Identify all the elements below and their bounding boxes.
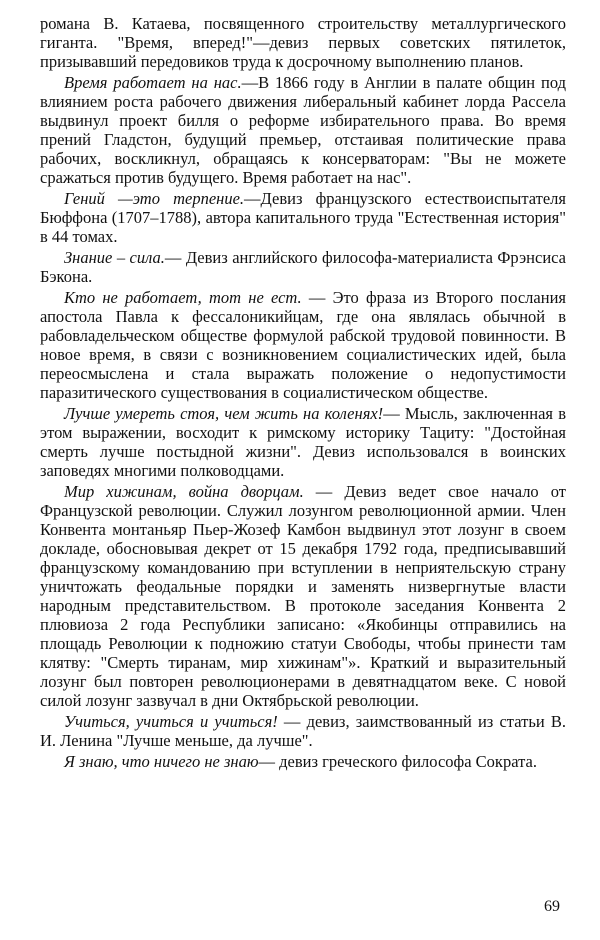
- entry-time-works-for-us: [40, 73, 566, 187]
- entry-genius-is-patience: [40, 189, 566, 246]
- entry-term: Я знаю, что ничего не знаю: [64, 752, 259, 771]
- entry-text: романа В. Катаева, посвященного строительству металлургического гиганта. "Время, вперед!"—девиз первых советских пятилеток, призывавший передовиков труда к досрочному выполнению планов.: [40, 14, 566, 71]
- entry-better-die-standing: [40, 404, 566, 480]
- entry-text: — Это фраза из Второго послания апостола Павла к фессалоникийцам, где она являлась обычной в рабовладельческом обществе формулой рабской трудовой повинности. В новое время, в связи с возникновением социалистических идей, была переосмыслена и стала выражать положение о недопустимости паразитического существования в социалистическом обществе.: [40, 288, 566, 402]
- entry-continuation: [40, 14, 566, 71]
- entry-text: — Девиз ведет свое начало от Французской революции. Служил лозунгом революционной армии. Член Конвента монтаньяр Пьер-Жозеф Камбон выдвинул этот лозунг в своем докладе, обосновывая декрет от 15 декабря 1792 года, предписывавший французскому командованию при вступлении в неприятельскую страну уничтожать феодальные порядки и заменять низвергнутые власти народным представительством. В протоколе заседания Конвента 2 плювиоза 2 года Республики записано: «Якобинцы отправились на площадь Революции к подножию статуи Свободы, чтобы принести там клятву: "Смерть тиранам, мир хижинам"». Краткий и выразительный лозунг был повторен революционерами в девятнадцатом веке. С новой силой лозунг зазвучал в дни Октябрьской революции.: [40, 482, 566, 710]
- entry-text: — Мысль, заключенная в этом выражении, восходит к римскому историку Тациту: "Достойная смерть лучше постыдной жизни". Девиз использовался в воинских заповедях многими полководцами.: [40, 404, 566, 480]
- entry-term: Гений —это терпение.: [64, 189, 245, 208]
- entry-term: Знание – сила.: [64, 248, 165, 267]
- entry-term: Мир хижинам, война дворцам.: [64, 482, 304, 501]
- entry-peace-to-huts: [40, 482, 566, 710]
- entry-text: —В 1866 году в Англии в палате общин под влиянием роста рабочего движения либеральный кабинет лорда Рассела выдвинул проект билля о реформе избирательного права. Во время прений Гладстон, будущий премьер, отстаивая политические права рабочих, воскликнул, обращаясь к консерваторам: "Вы не можете сражаться против будущего. Время работает на нас".: [40, 73, 567, 187]
- entry-text: — девиз, заимствованный из статьи В. И. Ленина "Лучше меньше, да лучше".: [40, 712, 566, 750]
- page-number: 69: [544, 898, 560, 915]
- entry-text: — девиз греческого философа Сократа.: [258, 752, 537, 771]
- entry-text: — Девиз английского философа-материалиста Фрэнсиса Бэкона.: [40, 248, 566, 286]
- entry-term: Учиться, учиться и учиться!: [64, 712, 278, 731]
- entry-i-know-nothing: [40, 752, 566, 771]
- entry-study-study-study: [40, 712, 566, 750]
- entry-text: —Девиз французского естествоиспытателя Бюффона (1707–1788), автора капитального труда "Естественная история" в 44 томах.: [40, 189, 567, 246]
- entry-who-does-not-work: [40, 288, 566, 402]
- entry-term: Лучше умереть стоя, чем жить на коленях!: [64, 404, 384, 423]
- entry-term: Кто не работает, тот не ест.: [64, 288, 302, 307]
- entry-knowledge-is-power: [40, 248, 566, 286]
- entry-term: Время работает на нас.: [64, 73, 242, 92]
